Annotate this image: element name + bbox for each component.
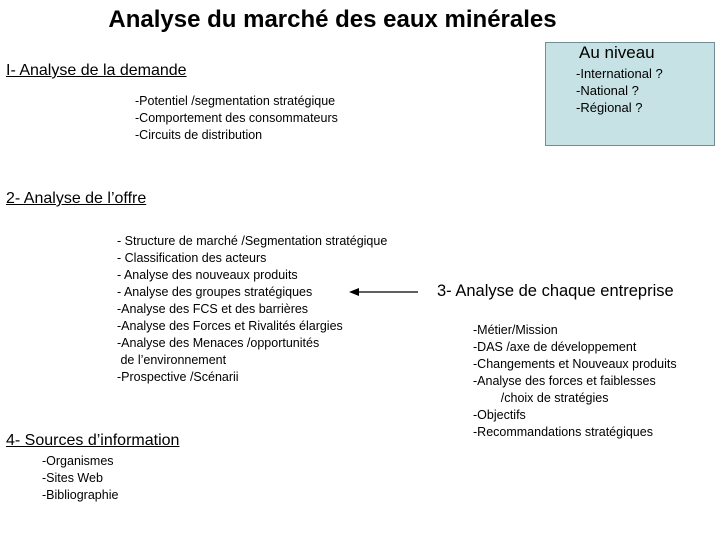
arrow-left-icon <box>348 284 420 300</box>
list-item: -Analyse des FCS et des barrières <box>117 302 309 316</box>
list-item: -Organismes <box>42 454 114 468</box>
sources-heading: 4- Sources d’information <box>6 432 180 449</box>
list-item: -Objectifs <box>473 408 526 422</box>
level-box-heading: Au niveau <box>579 43 655 62</box>
list-item: -Comportement des consommateurs <box>135 111 338 125</box>
company-analysis-heading: 3- Analyse de chaque entreprise <box>437 282 674 300</box>
list-item: -Analyse des Menaces /opportunités <box>117 336 320 350</box>
list-item: /choix de stratégies <box>473 391 609 405</box>
list-item: -Prospective /Scénarii <box>117 370 239 384</box>
list-item: -Circuits de distribution <box>135 128 263 142</box>
page-title: Analyse du marché des eaux minérales <box>108 6 557 33</box>
supply-analysis-list <box>117 233 387 386</box>
list-item: - Analyse des groupes stratégiques <box>117 285 313 299</box>
list-item: - Analyse des nouveaux produits <box>117 268 298 282</box>
sources-list <box>42 453 118 504</box>
list-item: -Métier/Mission <box>473 323 558 337</box>
list-item: -DAS /axe de développement <box>473 340 637 354</box>
demand-analysis-heading: I- Analyse de la demande <box>6 62 187 79</box>
list-item: -Analyse des Forces et Rivalités élargies <box>117 319 343 333</box>
list-item: -Analyse des forces et faiblesses <box>473 374 656 388</box>
list-item: de l’environnement <box>117 353 227 367</box>
list-item: -Potentiel /segmentation stratégique <box>135 94 336 108</box>
list-item: -Recommandations stratégiques <box>473 425 653 439</box>
demand-analysis-list <box>135 93 338 144</box>
level-box-list <box>576 65 663 116</box>
list-item: -Régional ? <box>576 100 643 115</box>
list-item: -Sites Web <box>42 471 103 485</box>
list-item: - Structure de marché /Segmentation stratégique <box>117 234 388 248</box>
list-item: -International ? <box>576 66 663 81</box>
list-item: -Changements et Nouveaux produits <box>473 357 677 371</box>
list-item: -National ? <box>576 83 639 98</box>
list-item: - Classification des acteurs <box>117 251 267 265</box>
company-analysis-list <box>473 322 677 441</box>
level-box <box>545 42 715 146</box>
supply-analysis-heading: 2- Analyse de l’offre <box>6 190 147 207</box>
list-item: -Bibliographie <box>42 488 119 502</box>
